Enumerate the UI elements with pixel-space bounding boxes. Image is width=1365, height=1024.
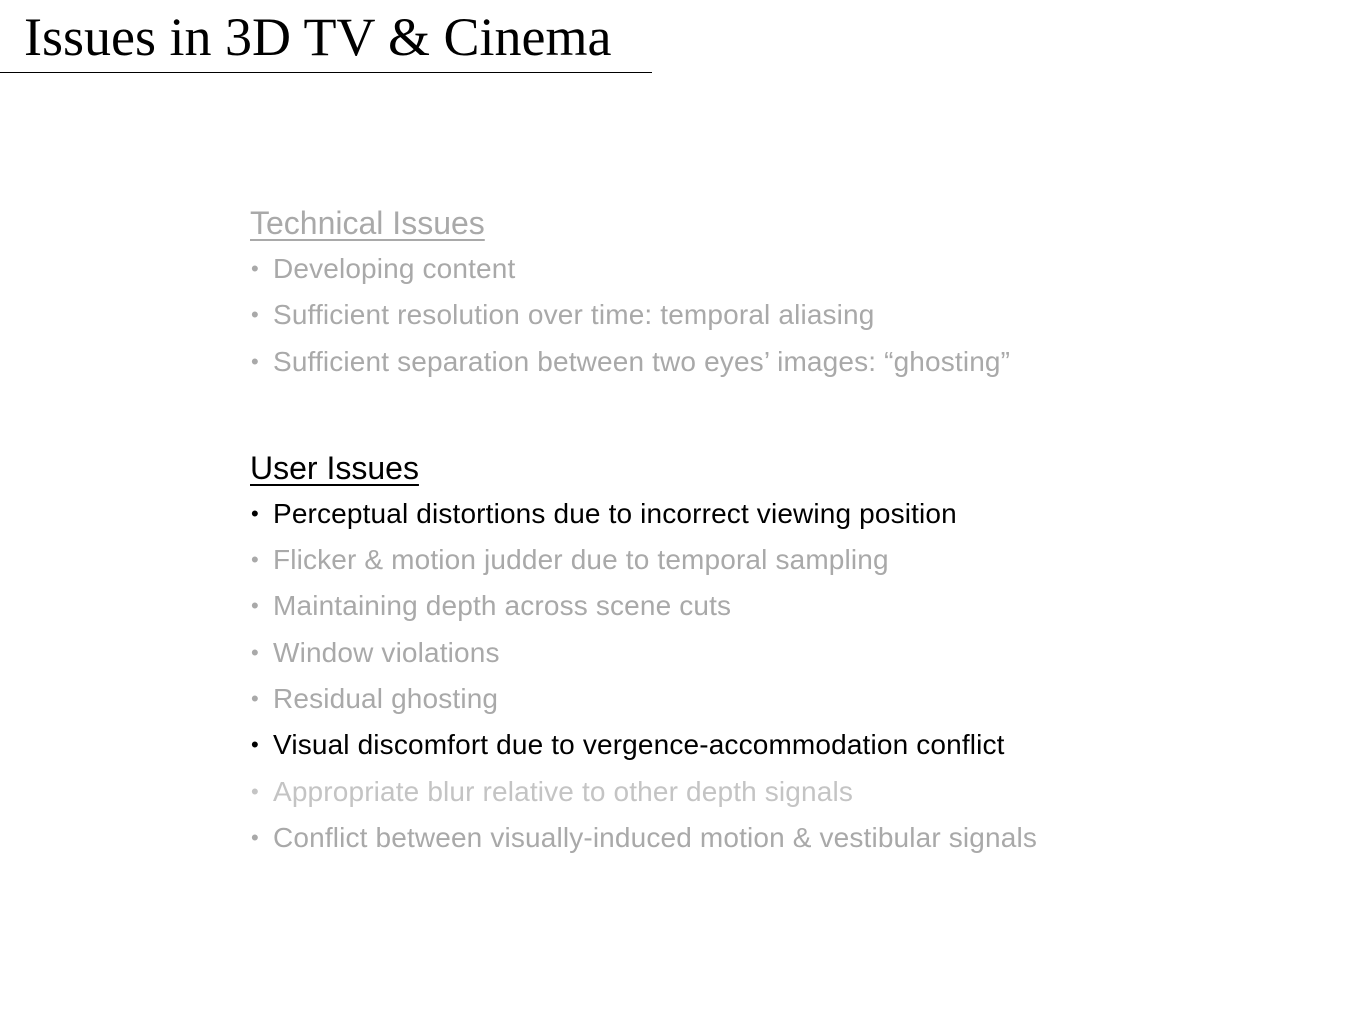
technical-issues-list [250,246,1330,385]
list-item: • Window violations [250,630,1330,676]
user-issues-heading: User Issues [250,449,419,486]
slide-title: Issues in 3D TV & Cinema [24,7,612,67]
list-item: • Residual ghosting [250,676,1330,722]
slide-content [250,200,1330,861]
list-item: • Maintaining depth across scene cuts [250,583,1330,629]
list-item: • Visual discomfort due to vergence-accommodation conflict [250,722,1330,768]
technical-issues-heading: Technical Issues [250,205,485,241]
list-item: • Perceptual distortions due to incorrect viewing position [250,491,1330,537]
title-underline-rule [0,72,652,73]
list-item: • Conflict between visually-induced motion & vestibular signals [250,815,1330,861]
list-item: • Flicker & motion judder due to temporal sampling [250,537,1330,583]
user-issues-list [250,491,1330,861]
list-item: • Sufficient separation between two eyes’ images: “ghosting” [250,339,1330,385]
list-item: • Developing content [250,246,1330,292]
list-item: • Appropriate blur relative to other depth signals [250,769,1330,815]
user-issues-section [250,445,1330,861]
list-item: • Sufficient resolution over time: temporal aliasing [250,292,1330,338]
technical-issues-section [250,200,1330,385]
